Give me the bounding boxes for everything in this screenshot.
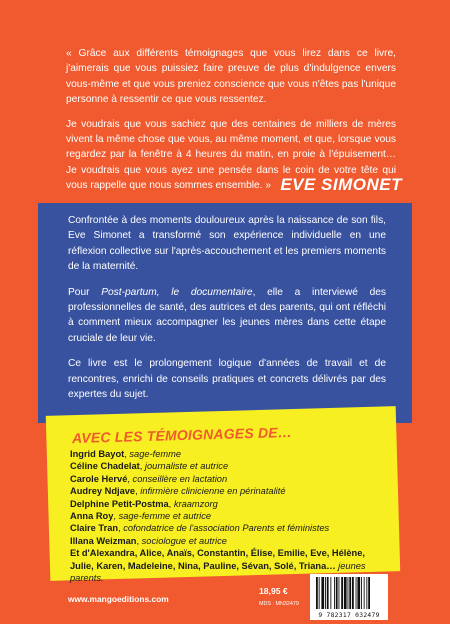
testimony-role: conseillère en lactation <box>132 473 228 484</box>
testimony-name: Illana Weizman <box>70 535 137 546</box>
summary-suffix: , elle a interviewé des professionnelles de santé, des autrices et des parents, qui ont réfléchi à comment mieux accompagner les jeunes mères dans cette étape cruciale de leur vie. <box>68 286 386 344</box>
testimony-role: sage-femme <box>129 449 182 459</box>
testimony-name: Delphine Petit-Postma <box>70 498 169 509</box>
testimony-separator: , <box>168 498 174 509</box>
barcode-icon <box>316 577 382 609</box>
testimony-separator: , <box>127 473 133 484</box>
price-label: 18,95 € <box>259 586 288 596</box>
testimony-item <box>70 522 385 534</box>
summary-text <box>68 213 386 412</box>
testimony-name: Ingrid Bayot <box>70 449 125 459</box>
testimony-role: kraamzorg <box>173 498 218 509</box>
final-role: jeunes parents. <box>70 560 366 584</box>
summary-paragraph-3: Ce livre est le prolongement logique d'années de travail et de rencontres, enrichi de conseils pratiques et concrets délivrés par des expertes du sujet. <box>68 358 386 401</box>
testimony-item <box>70 498 385 510</box>
testimony-separator: , <box>135 486 141 497</box>
summary-prefix: Pour <box>68 286 102 298</box>
documentary-title: Post-partum, le documentaire <box>101 286 253 298</box>
testimony-item <box>70 460 385 472</box>
testimony-role: journaliste et autrice <box>144 461 229 472</box>
summary-paragraph-1: Confrontée à des moments douloureux après la naissance de son fils, Eve Simonet a transformé son expérience individuelle en une réflexion collective sur l'après-accouchement et les premiers moments de la maternité. <box>68 215 386 273</box>
publisher-website: www.mangoeditions.com <box>68 594 169 604</box>
testimonies-title: AVEC LES TÉMOIGNAGES DE… <box>71 423 293 447</box>
testimony-item <box>70 485 385 497</box>
testimony-role: cofondatrice de l'association Parents et féministes <box>123 523 330 534</box>
quote-paragraph-1: « Grâce aux différents témoignages que vous lirez dans ce livre, j'aimerais que vous puissiez faire preuve de plus d'indulgence envers vous-même et que vous preniez conscience que vous n'êtes pas l'unique personne à ressentir ce que vous ressentez. <box>66 48 396 106</box>
summary-box <box>38 203 412 423</box>
testimony-name: Claire Tran <box>70 523 119 534</box>
author-signature: EVE SIMONET <box>280 175 402 194</box>
testimony-role: infirmière clinicienne en périnatalité <box>140 486 286 497</box>
quote-paragraph-2: Je voudrais que vous sachiez que des centaines de milliers de mères vivent la même chose que vous, au même moment, et que, lorsque vous regardez par la fenêtre à 4 heures du matin, en proie à l'épuisement… Je voudrais que vous ayez une pensée dans le coin de votre tête qui vous rappelle que nous sommes ensemble. » <box>66 118 396 192</box>
isbn-barcode <box>310 574 388 620</box>
mds-code: MDS : MN32479 <box>259 601 299 607</box>
testimony-role: sage-femme et autrice <box>118 511 212 522</box>
testimony-separator: , <box>113 511 119 522</box>
testimony-item <box>70 448 385 460</box>
testimony-name: Audrey Ndjave <box>70 486 136 497</box>
testimony-item <box>70 473 385 485</box>
testimonies-list <box>70 448 385 584</box>
testimony-separator: , <box>139 461 145 472</box>
testimony-item <box>70 510 385 522</box>
testimony-separator: , <box>136 535 142 546</box>
testimony-name: Céline Chadelat <box>70 461 140 472</box>
testimony-role: sociologue et autrice <box>141 535 227 546</box>
testimony-name: Carole Hervé <box>70 473 128 484</box>
testimony-name: Anna Roy <box>70 511 114 522</box>
final-names: Et d'Alexandra, Alice, Anaïs, Constantin, Élise, Emilie, Eve, Hélène, Julie, Karen, Madeleine, Nina, Pauline, Sévan, Solé, Triana… <box>70 548 365 571</box>
summary-paragraph-2 <box>68 285 386 347</box>
testimony-separator: , <box>118 523 124 534</box>
testimony-separator: , <box>124 449 130 459</box>
isbn-number: 9 782317 032479 <box>318 612 380 619</box>
testimony-item <box>70 535 385 547</box>
